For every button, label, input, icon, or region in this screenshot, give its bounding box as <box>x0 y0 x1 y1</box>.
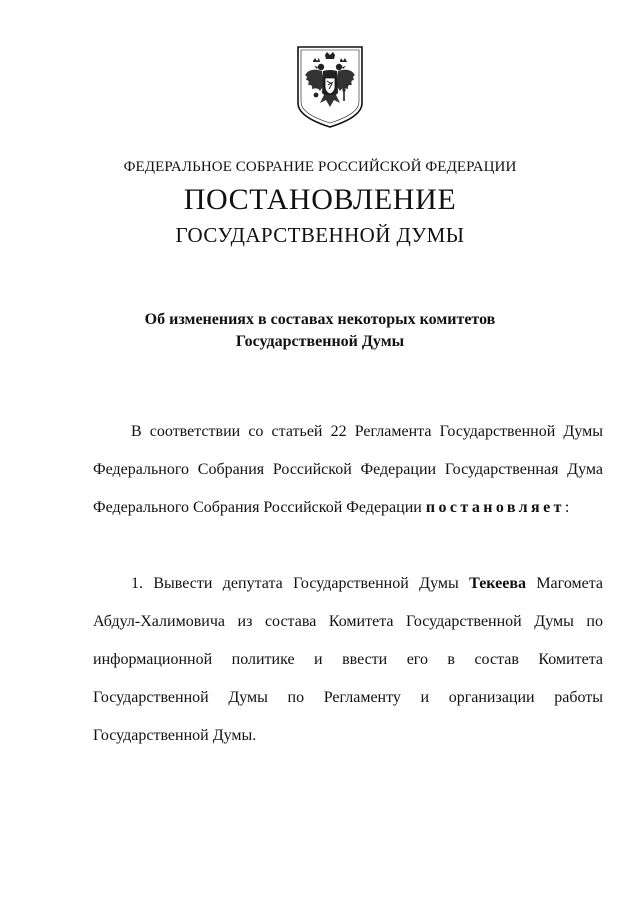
item-1-line-1 <box>131 574 603 594</box>
item-1-text-end: Магомета <box>536 575 604 592</box>
assembly-name: ФЕДЕРАЛЬНОЕ СОБРАНИЕ РОССИЙСКОЙ ФЕДЕРАЦИИ <box>123 159 517 175</box>
decree-word: постановляет <box>425 499 565 516</box>
preamble-line-2: Федерального Собрания Российской Федерации Государственная Дума <box>93 461 603 478</box>
item-1-line-4: Государственной Думы по Регламенту и организации работы <box>93 689 603 706</box>
deputy-surname: Текеева <box>469 575 526 592</box>
item-1-line-2: Абдул-Халимовича из состава Комитета Государственной Думы по <box>93 613 603 630</box>
preamble-line-1: В соответствии со статьей 22 Регламента Государственной Думы <box>131 423 603 440</box>
heading-line-2: Государственной Думы <box>235 333 405 350</box>
document-issuer: ГОСУДАРСТВЕННОЙ ДУМЫ <box>175 223 465 247</box>
resolution-heading <box>0 309 640 353</box>
item-1-line-3: информационной политике и ввести его в состав Комитета <box>93 651 603 668</box>
heading-line-1: Об изменениях в составах некоторых комитетов <box>144 311 496 328</box>
document-type-title: ПОСТАНОВЛЕНИЕ <box>183 183 457 216</box>
item-1-line-5: Государственной Думы. <box>93 727 257 744</box>
item-1-text-start: 1. Вывести депутата Государственной Думы <box>131 575 459 592</box>
preamble-line-3 <box>93 498 603 518</box>
preamble-line-3-text: Федерального Собрания Российской Федерации <box>93 499 422 516</box>
coat-of-arms-icon <box>296 45 364 129</box>
decree-colon: : <box>564 499 570 516</box>
